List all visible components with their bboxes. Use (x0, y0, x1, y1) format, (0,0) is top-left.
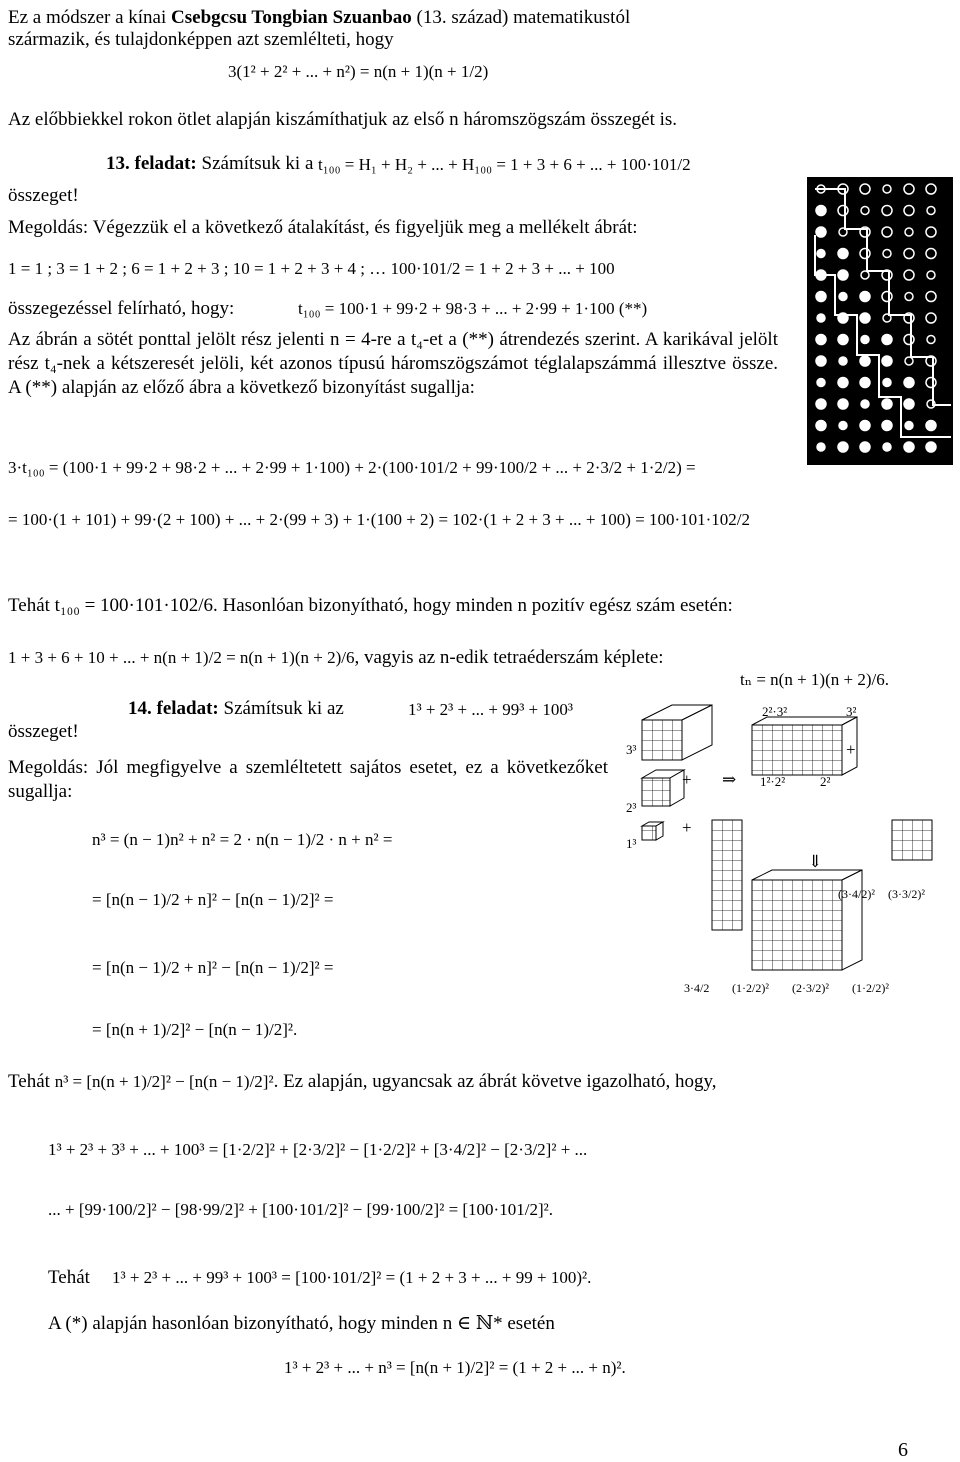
fig-label-plus-3: + (682, 818, 692, 837)
grid-dot (838, 399, 848, 409)
grid-dot (927, 336, 935, 344)
grid-dot (860, 249, 870, 259)
fig-label-bot-3: (2·3/2)² (792, 981, 829, 995)
task14-label: 14. feladat: (128, 698, 219, 719)
grid-dot (860, 378, 870, 388)
task13-proof-1: 3·t₁₀₀ = (100·1 + 99·2 + 98·2 + ... + 2·99 + 1·100) + 2·(100·101/2 + 99·100/2 + ... + 2·3/2 + 1·2/2) = (8, 458, 696, 477)
grid-dot (905, 422, 913, 430)
grid-dot (882, 399, 892, 409)
intro-formula: 3(1² + 2² + ... + n²) = n(n + 1)(n + 1/2) (228, 62, 489, 81)
grid-dot (904, 399, 914, 409)
grid-dot (816, 399, 826, 409)
small-block-left (712, 820, 742, 930)
fig-label-bot-4: (1·2/2)² (852, 981, 889, 995)
task13-solution: Megoldás: Végezzük el a következő átalakítást, és figyeljük meg a mellékelt ábrát: (8, 217, 638, 238)
task13-sums: 1 = 1 ; 3 = 1 + 2 ; 6 = 1 + 2 + 3 ; 10 = 1 + 2 + 3 + 4 ; … 100·101/2 = 1 + 2 + 3 + ... + 100 (8, 259, 615, 278)
triangle-dot-figure (805, 175, 955, 467)
grid-dot (839, 293, 847, 301)
fig-label-top-left: 2²·3² (762, 704, 788, 719)
grid-dot (817, 250, 825, 258)
task13-proof-2: = 100·(1 + 101) + 99·(2 + 100) + ... + 2·(99 + 3) + 1·(100 + 2) = 102·(1 + 2 + 3 + ... + 100) = 100·101·102/2 (8, 510, 751, 529)
grid-dot (905, 357, 913, 365)
grid-dot (817, 314, 825, 322)
task13-result: Tehát t₁₀₀ = 100·101·102/6. Hasonlóan bizonyítható, hogy minden n pozitív egész szám esetén: (8, 595, 733, 616)
grid-dot (904, 442, 914, 452)
grid-dot (860, 421, 870, 431)
grid-dot (905, 293, 913, 301)
grid-dot (926, 184, 936, 194)
task14-sum-3: 1³ + 2³ + ... + 99³ + 100³ = [100·101/2]² = (1 + 2 + 3 + ... + 99 + 100)². (112, 1268, 592, 1287)
grid-dot (904, 270, 914, 280)
fig-label-frac-b: (3·3/2)² (888, 887, 925, 901)
grid-dot (816, 356, 826, 366)
grid-dot (927, 271, 935, 279)
intro-line-1: Ez a módszer a kínai Csebgcsu Tongbian Szuanbao (13. század) matematikustól (8, 7, 631, 28)
grid-dot (838, 335, 848, 345)
cubes-figure (612, 700, 957, 1010)
grid-dot (838, 442, 848, 452)
grid-dot (838, 378, 848, 388)
grid-dot (926, 249, 936, 259)
grid-dot (860, 292, 870, 302)
grid-dot (861, 271, 869, 279)
fig-label-top-right: 3² (846, 704, 857, 719)
grid-dot (817, 443, 825, 451)
cube-3-block (642, 705, 712, 760)
task13-general: 1 + 3 + 6 + 10 + ... + n(n + 1)/2 = n(n + 1)(n + 2)/6, vagyis az n-edik tetraéderszám képlete: (8, 647, 664, 668)
task14-eq-2: = [n(n − 1)/2 + n]² − [n(n − 1)/2]² = (92, 890, 334, 909)
small-block-right (892, 820, 932, 860)
grid-dot (816, 421, 826, 431)
grid-dot (838, 249, 848, 259)
task14-eq-1: n³ = (n − 1)n² + n² = 2 · n(n − 1)/2 · n + n² = (92, 830, 393, 849)
fig-arrow-down: ⇓ (808, 852, 823, 871)
grid-dot (883, 443, 891, 451)
grid-dot (816, 206, 826, 216)
task14-result: Tehát n³ = [n(n + 1)/2]² − [n(n − 1)/2]². Ez alapján, ugyancsak az ábrát követve igazolható, hogy, (8, 1071, 717, 1092)
grid-dot (882, 206, 892, 216)
task13-heading: 13. feladat: Számítsuk ki a (106, 153, 314, 174)
grid-dot (882, 421, 892, 431)
grid-dot (838, 206, 848, 216)
grid-dot (882, 292, 892, 302)
task14-sum-2: ... + [99·100/2]² − [98·99/2]² + [100·101/2]² − [99·100/2]² = [100·101/2]². (48, 1200, 553, 1219)
grid-dot (861, 207, 869, 215)
grid-dot (926, 421, 936, 431)
task13-sum-formula: t₁₀₀ = 100·1 + 99·2 + 98·3 + ... + 2·99 + 1·100 (**) (298, 299, 648, 318)
task14-final: 1³ + 2³ + ... + n³ = [n(n + 1)/2]² = (1 + 2 + ... + n)². (284, 1358, 626, 1377)
fig-label-mid: 1²·2² (760, 774, 786, 789)
task14-end: összeget! (8, 721, 79, 742)
task13-formula: t₁₀₀ = H₁ + H₂ + ... + H₁₀₀ = 1 + 3 + 6 + ... + 100·101/2 (318, 155, 691, 174)
grid-dot (904, 335, 914, 345)
intro-line-2: származik, és tulajdonképpen azt szemlélteti, hogy (8, 29, 394, 50)
grid-dot (839, 357, 847, 365)
fig-label-bot-2: (1·2/2)² (732, 981, 769, 995)
task13-explain: Az ábrán a sötét ponttal jelölt rész jelenti n = 4-re a t₄-et a (**) átrendezés szerint. A karikával jelölt rész t₄-nek a kétszeresét jelöli, két azonos típusú háromszögszámot téglalapszámmá illesztve össze. A (**) alapján az előző ábra a következő bizonyítást sugallja: (8, 329, 778, 398)
task14-formula: 1³ + 2³ + ... + 99³ + 100³ (408, 700, 573, 719)
grid-dot (882, 227, 892, 237)
task14-solution: Megoldás: Jól megfigyelve a szemléltetett sajátos esetet, ez a következőket sugallja: (8, 757, 608, 802)
fig-label-plus-2: + (682, 770, 692, 789)
grid-dot (904, 184, 914, 194)
grid-dot (904, 378, 914, 388)
grid-dot (882, 356, 892, 366)
task14-heading: 14. feladat: Számítsuk ki az (128, 698, 344, 719)
grid-dot (816, 292, 826, 302)
grid-dot (905, 228, 913, 236)
grid-dot (860, 184, 870, 194)
fig-label-plus-1: + (846, 740, 856, 759)
task13-tetra: tₙ = n(n + 1)(n + 2)/6. (740, 670, 889, 689)
grid-dot (817, 379, 825, 387)
grid-dot (926, 378, 936, 388)
task14-tehat: Tehát (48, 1267, 90, 1288)
grid-dot (883, 185, 891, 193)
grid-dot (926, 292, 936, 302)
grid-dot (926, 227, 936, 237)
grid-dot (883, 379, 891, 387)
cube-2-block (642, 770, 684, 806)
grid-dot (904, 249, 914, 259)
page-number: 6 (898, 1439, 908, 1461)
grid-dot (883, 250, 891, 258)
grid-dot (861, 400, 869, 408)
stacked-block-top (752, 717, 857, 775)
cube-1-block (642, 822, 663, 840)
task14-sum-1: 1³ + 2³ + 3³ + ... + 100³ = [1·2/2]² + [2·3/2]² − [1·2/2]² + [3·4/2]² − [2·3/2]² + ... (48, 1140, 588, 1159)
fig-label-bot-1: 3·4/2 (684, 981, 710, 995)
task13-end: összeget! (8, 185, 79, 206)
task13-label: 13. feladat: (106, 153, 197, 174)
grid-dot (860, 356, 870, 366)
grid-dot (927, 207, 935, 215)
grid-dot (882, 335, 892, 345)
fig-arrow-right: ⇒ (722, 770, 737, 789)
task14-eq-4: = [n(n + 1)/2]² − [n(n − 1)/2]². (92, 1020, 298, 1039)
fig-label-right2: 2² (820, 774, 831, 789)
fig-label-cube2: 2³ (626, 800, 637, 815)
task14-final-text: A (*) alapján hasonlóan bizonyítható, hogy minden n ∈ ℕ* esetén (48, 1313, 555, 1334)
intro-line-3: Az előbbiekkel rokon ötlet alapján kiszámíthatjuk az első n háromszögszám összegét is. (8, 109, 678, 130)
grid-dot (861, 336, 869, 344)
grid-dot (860, 313, 870, 323)
grid-dot (816, 227, 826, 237)
fig-label-frac-a: (3·4/2)² (838, 887, 875, 901)
grid-dot (904, 206, 914, 216)
grid-dot (926, 442, 936, 452)
grid-dot (838, 270, 848, 280)
grid-dot (926, 313, 936, 323)
fig-label-cube1: 1³ (626, 836, 637, 851)
grid-dot (860, 442, 870, 452)
grid-dot (839, 422, 847, 430)
task14-eq-3: = [n(n − 1)/2 + n]² − [n(n − 1)/2]² = (92, 958, 334, 977)
grid-dot (816, 335, 826, 345)
task13-sum-label: összegezéssel felírható, hogy: (8, 298, 235, 319)
fig-label-cube3: 3³ (626, 742, 637, 757)
